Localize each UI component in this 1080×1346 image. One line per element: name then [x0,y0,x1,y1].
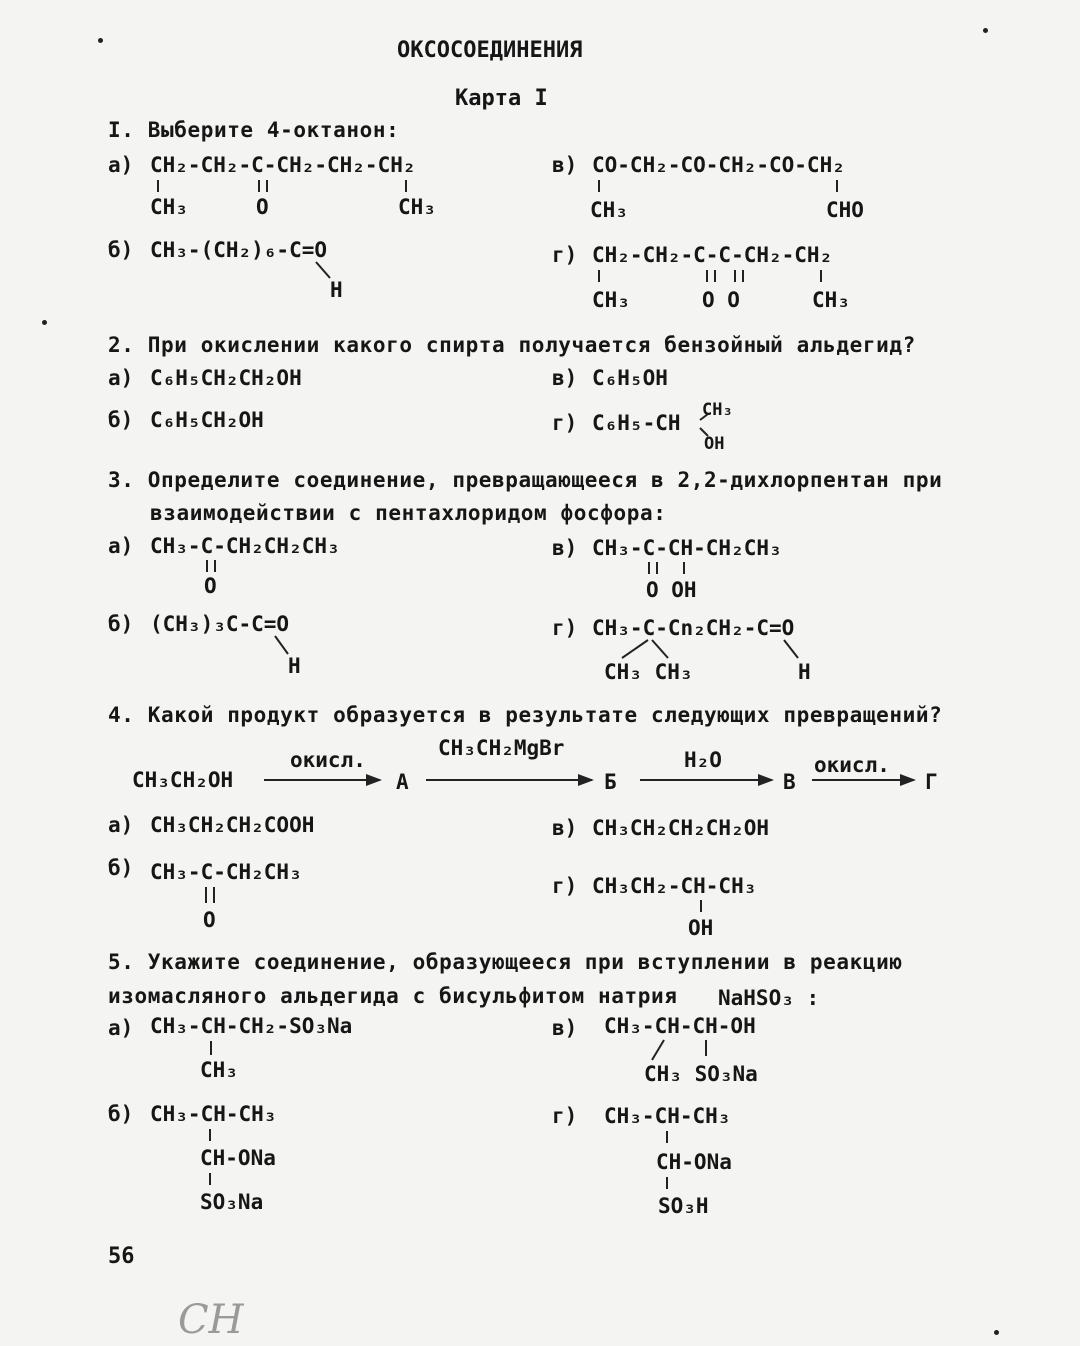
q5-option-a-sub: CH₃ [200,1058,238,1082]
q2-option-b-label: б) [108,408,134,432]
arrow-head [900,774,916,786]
q2-option-g-label: г) [552,411,578,435]
page-title: ОКСОСОЕДИНЕНИЯ [397,38,583,63]
scheme-arrow2-label: CH₃CH₂MgBr [438,736,565,760]
q5-option-v-sub: CH₃ SO₃Na [644,1062,758,1086]
q4-option-a: CH₃CH₂CH₂COOH [150,813,315,837]
q3-option-v-label: в) [552,536,578,560]
q1-option-g-sub2: O O [702,288,740,312]
q4-option-b-sub: O [203,908,216,932]
question-5-line2: изомасляного альдегида с бисульфитом натрия [108,984,678,1008]
q5-option-b-sub2: SO₃Na [200,1190,264,1214]
arrow-head [578,774,594,786]
scheme-node-v: В [783,770,796,794]
bond-line [652,1040,664,1060]
q4-option-g-sub: OH [688,916,714,940]
scheme-start: CH₃CH₂OH [132,768,234,792]
q4-option-b-label: б) [108,856,134,880]
q2-option-g: C₆H₅-CH [592,411,681,435]
scheme-arrow3-label: H₂O [684,748,722,772]
q2-option-b: C₆H₅CH₂OH [150,408,264,432]
scheme-node-g: Г [925,770,938,794]
q1-option-v-sub2: CHO [826,198,864,222]
q5-option-b: CH₃-CH-CH₃ [150,1102,277,1126]
question-2: 2. При окислении какого спирта получается бензойный альдегид? [108,333,916,357]
q3-option-g: CH₃-C-Cn₂CH₂-C=O [592,616,795,640]
q5-option-g-sub1: CH-ONa [656,1150,732,1174]
q1-option-g-sub3: CH₃ [812,288,850,312]
q4-option-v-label: в) [552,816,578,840]
q5-option-a-label: а) [108,1016,134,1040]
scheme-node-b: Б [604,770,617,794]
page-number: 56 [108,1244,135,1269]
q2-option-g-down: OH [704,434,725,454]
q1-option-g-label: г) [552,243,578,267]
question-5-line1: 5. Укажите соединение, образующееся при вступлении в реакцию [108,950,903,974]
bond-line [275,636,288,654]
q3-option-g-h: H [798,660,811,684]
q3-option-v-sub: O OH [646,578,697,602]
q1-option-v-label: в) [552,153,578,177]
q2-option-a-label: а) [108,366,134,390]
q4-option-g-label: г) [552,874,578,898]
q5-reagent: NaHSO₃ : [718,986,820,1010]
card-title: Карта I [455,86,548,111]
q1-option-b-formula: CH₃-(CH₂)₆-C=O [150,238,328,262]
q3-option-b: (CH₃)₃C-C=O [150,612,290,636]
q5-option-b-sub1: CH-ONa [200,1146,276,1170]
scheme-arrow4-label: окисл. [814,753,890,777]
bond-line [622,640,648,658]
q4-option-g: CH₃CH₂-CH-CH₃ [592,874,757,898]
q1-option-b-label: б) [108,238,134,262]
scheme-arrow1-label: окисл. [290,748,366,772]
q1-option-g-formula: CH₂-CH₂-C-C-CH₂-CH₂ [592,243,833,267]
q1-option-a-sub2: O [256,195,269,219]
q4-option-b: CH₃-C-CH₂CH₃ [150,860,302,884]
q3-option-b-sub: H [288,654,301,678]
q2-option-a: C₆H₅CH₂CH₂OH [150,366,302,390]
q3-option-v: CH₃-C-CH-CH₂CH₃ [592,536,782,560]
margin-note: СН [178,1297,244,1343]
question-4: 4. Какой продукт образуется в результате следующих превращений? [108,703,943,727]
q5-option-v: CH₃-CH-CH-OH [604,1014,756,1038]
q1-option-g-sub1: CH₃ [592,288,630,312]
bond-line [652,640,668,658]
q1-option-a-label: а) [108,153,134,177]
q3-option-a-sub: O [204,574,217,598]
q1-option-a-sub3: CH₃ [398,195,436,219]
bond-line [700,428,708,436]
q1-option-a-sub1: CH₃ [150,195,188,219]
q5-option-v-label: в) [552,1016,578,1040]
question-3-line2: взаимодействии с пентахлоридом фосфора: [150,501,667,525]
q2-option-g-up: CH₃ [702,400,733,420]
q5-option-b-label: б) [108,1102,134,1126]
question-3-line1: 3. Определите соединение, превращающееся в 2,2-дихлорпентан при [108,468,943,492]
question-1: I. Выберите 4-октанон: [108,118,400,142]
q2-option-v-label: в) [552,366,578,390]
q1-option-a-formula: CH₂-CH₂-C-CH₂-CH₂-CH₂ [150,153,416,177]
scheme-node-a: А [396,770,409,794]
bond-line [700,414,708,420]
q4-option-a-label: а) [108,813,134,837]
q5-option-g: CH₃-CH-CH₃ [604,1104,731,1128]
q5-option-a: CH₃-CH-CH₂-SO₃Na [150,1014,353,1038]
q3-option-g-label: г) [552,616,578,640]
bond-line [316,262,330,278]
q4-option-v: CH₃CH₂CH₂CH₂OH [592,816,770,840]
bond-line [784,640,798,658]
arrow-head [758,774,774,786]
q3-option-a: CH₃-C-CH₂CH₂CH₃ [150,534,340,558]
q2-option-v: C₆H₅OH [592,366,668,390]
q1-option-v-formula: CO-CH₂-CO-CH₂-CO-CH₂ [592,153,845,177]
q1-option-b-sub: H [330,278,343,302]
q3-option-b-label: б) [108,612,134,636]
q3-option-a-label: а) [108,534,134,558]
arrow-head [366,774,382,786]
q5-option-g-sub2: SO₃H [658,1194,709,1218]
q5-option-g-label: г) [552,1104,578,1128]
q1-option-v-sub1: CH₃ [590,198,628,222]
q3-option-g-sub: CH₃ CH₃ [604,660,693,684]
